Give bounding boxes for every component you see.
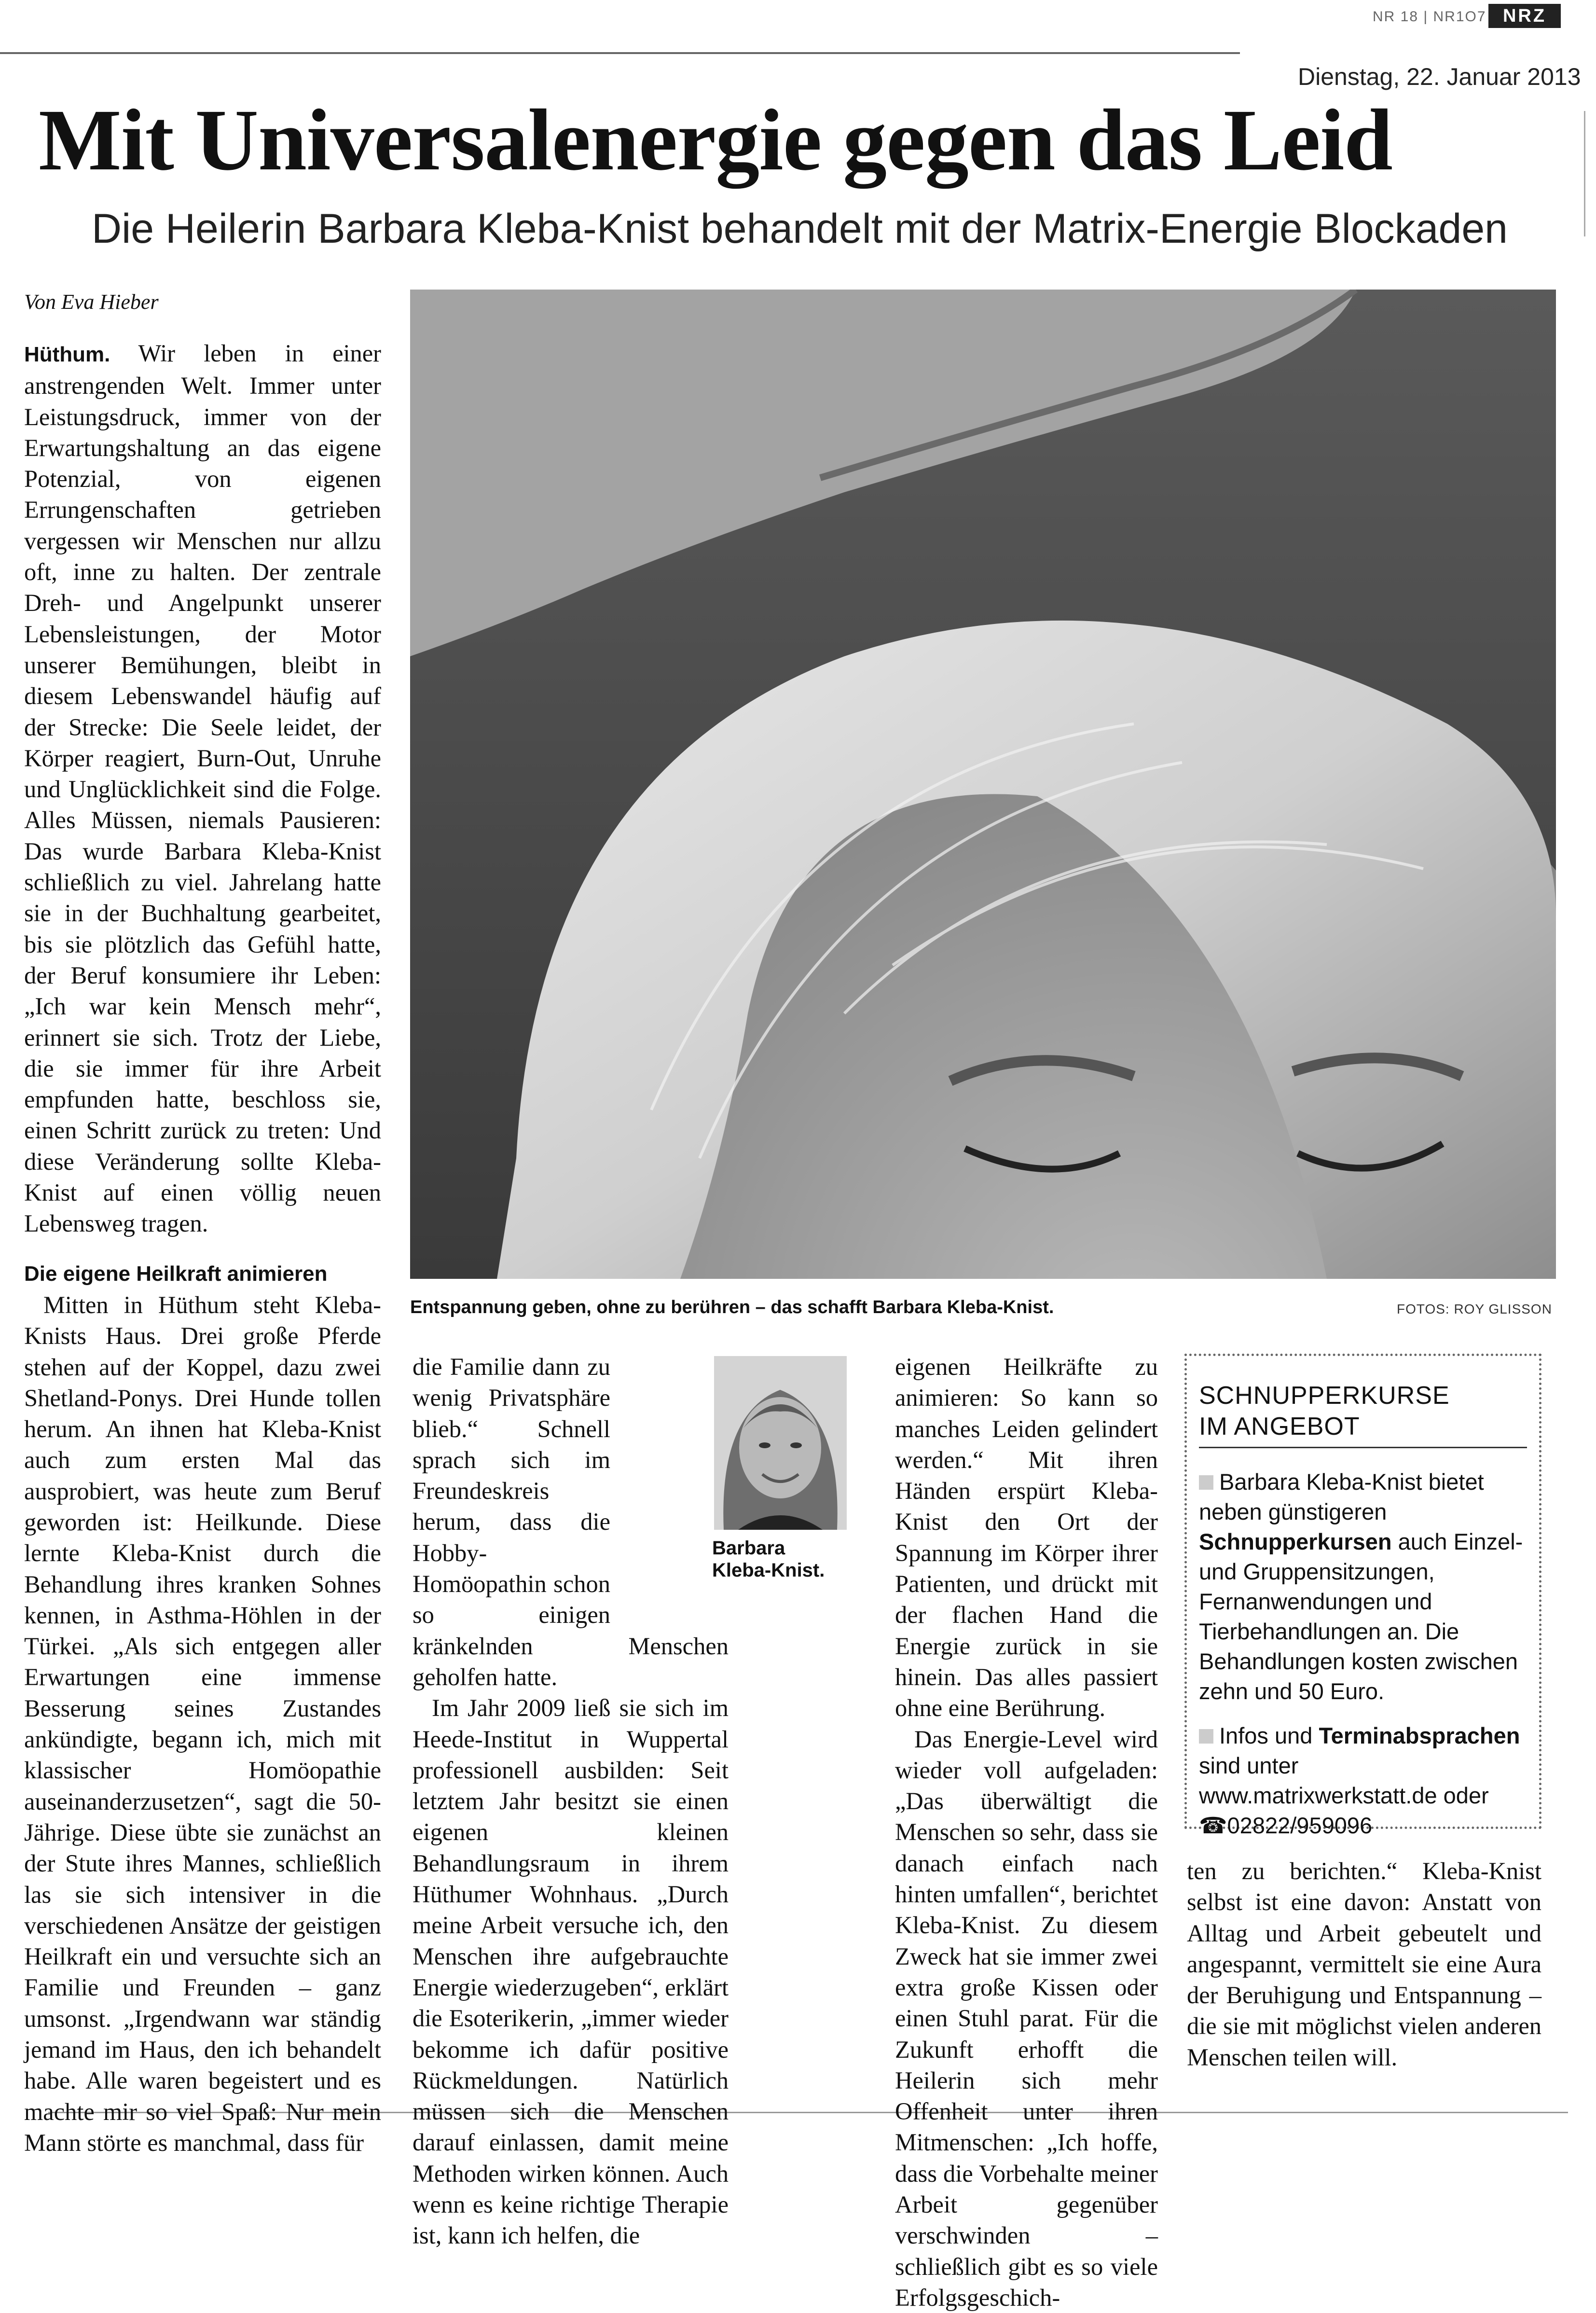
column-4 <box>1187 1856 1541 2073</box>
issue-date: Dienstag, 22. Januar 2013 <box>1298 63 1581 90</box>
info-text: Infos und <box>1219 1723 1319 1748</box>
paragraph <box>24 338 381 1239</box>
bullet-square-icon <box>1199 1729 1213 1744</box>
info-text-bold: Schnupperkursen <box>1199 1529 1392 1554</box>
subheading: Die eigene Heilkraft animieren <box>24 1261 328 1286</box>
info-box-text <box>1199 1467 1532 1855</box>
info-box-rule <box>1199 1447 1527 1448</box>
paragraph-text: Im Jahr 2009 ließ sie sich im Heede-Institut in Wuppertal professionell ausbilden: Seit letztem Jahr besitzt sie einen eigenen kleinen Behandlungsraum in ihrem Hüthumer Wohnhaus. „Durch meine Arbeit versuche ich, den Menschen ihre aufgebrauchte Energie wiederzugeben“, erklärt die Esoterikerin, „immer wieder bekomme ich dafür positive Rückmeldungen. Natürlich müssen sich die Menschen darauf einlassen, damit meine Methoden wirken können. Auch wenn es keine richtige Therapie ist, kann ich helfen, die <box>413 1694 729 2249</box>
info-text-bold: Terminabsprachen <box>1319 1723 1520 1748</box>
dateline: Hüthum. <box>24 343 110 366</box>
column-1 <box>24 338 381 2158</box>
paragraph-text: Mitten in Hüthum steht Kleba-Knists Haus. Drei große Pferde stehen auf der Koppel, dazu zwei Shetland-Ponys. Drei Hunde tollen herum. An ihnen hat Kleba-Knist auch zum ersten Mal das ausprobiert, was heute zum Beruf geworden ist: Heilkunde. Diese lernte Kleba-Knist durch die Behandlung ihres kranken Sohnes kennen, in Asthma-Höhlen in der Türkei. „Als sich entgegen aller Erwartungen eine immense Besserung seines Zustandes ankündigte, begann ich, mich mit klassischer Homöopathie auseinanderzusetzen“, sagt die 50-Jährige. Diese übte sie zunächst an der Stute ihres Mannes, schließlich las sie sich intensiver in die verschiedenen Ansätze der geistigen Heilkraft ein und versuchte sich an Familie und Freunden – ganz umsonst. „Irgendwann war ständig jemand im Haus, den ich behandelt habe. Alle waren begeistert und es machte mir so viel Spaß: Nur mein Mann störte es manchmal, dass für <box>24 1291 381 2156</box>
edge-rule <box>1584 111 1585 236</box>
info-box-paragraph <box>1199 1467 1532 1706</box>
paragraph-text: Wir leben in einer anstrengenden Welt. Immer unter Leistungsdruck, immer von der Erwartungshaltung an das eigene Potenzial, von eigenen Errungenschaften getrieben vergessen wir Menschen nur allzu oft, inne zu halten. Der zentrale Dreh- und Angelpunkt unserer Lebensleistungen, der Motor unserer Bemühungen, bleibt in diesem Lebenswandel häufig auf der Strecke: Die Seele leidet, der Körper reagiert, Burn-Out, Unruhe und Unglücklichkeit sind die Folge. Alles Müssen, niemals Pausieren: Das wurde Barbara Kleba-Knist schließlich zu viel. Jahrelang hatte sie in der Buchhaltung gearbeitet, bis sie plötzlich das Gefühl hatte, der Beruf konsumiere ihr Leben: „Ich war kein Mensch mehr“, erinnert sie sich. Trotz der Liebe, die sie immer für ihre Arbeit empfunden hatte, beschloss sie, einen Schritt zurück zu treten: Und diese Veränderung sollte Kleba-Knist auf einen völlig neuen Lebensweg tragen. <box>24 340 381 1237</box>
portrait-caption-line: Barbara <box>712 1537 785 1559</box>
paragraph-text: ten zu berichten.“ Kleba-Knist selbst ist eine davon: Anstatt von Alltag und Arbeit gebeutelt und angespannt, vermittelt sie eine Aura der Beruhigung und Entspannung – die sie mit möglichst vielen anderen Menschen teilen will. <box>1187 1857 1541 2071</box>
info-box-title <box>1199 1380 1527 1442</box>
paragraph-text: die Familie dann zu wenig Privatsphäre blieb.“ Schnell sprach sich im Freundeskreis herum, dass die Hobby-Homöopathin schon so einigen kränkelnden Menschen geholfen hatte. <box>413 1353 729 1690</box>
page-number: NR 18 | NR1O7 <box>1373 9 1486 25</box>
info-text: sind unter www.matrixwerkstatt.de oder <box>1199 1753 1489 1808</box>
subheadline: Die Heilerin Barbara Kleba-Knist behandelt mit der Matrix-Energie Blockaden <box>92 206 1508 252</box>
byline: Von Eva Hieber <box>24 290 159 314</box>
portrait-illustration <box>714 1356 847 1530</box>
headline: Mit Universalenergie gegen das Leid <box>39 92 1392 189</box>
info-box-paragraph <box>1199 1721 1532 1841</box>
column-2 <box>413 1351 729 2251</box>
main-photo <box>410 290 1556 1279</box>
photo-credit: FOTOS: ROY GLISSON <box>1397 1302 1552 1316</box>
portrait-caption-line: Kleba-Knist. <box>712 1560 825 1581</box>
phone-number: 02822/959096 <box>1227 1813 1373 1838</box>
info-text: Barbara Kleba-Knist bietet neben günstigeren <box>1199 1469 1484 1524</box>
newspaper-logo: NRZ <box>1488 4 1561 28</box>
paragraph-text: eigenen Heilkräfte zu animieren: So kann so manches Leiden gelindert werden.“ Mit ihren Händen erspürt Kleba-Knist den Ort der Spannung im Körper ihrer Patienten, und drückt mit der flachen Hand die Energie zurück in sie hinein. Das alles passiert ohne eine Berührung. <box>895 1353 1158 1722</box>
info-text: auch Einzel- und Gruppensitzungen, Fernanwendungen und Tierbehandlungen an. Die Behandlungen kosten zwischen zehn und 50 Euro. <box>1199 1529 1523 1704</box>
woman-face-illustration <box>410 290 1556 1279</box>
top-rule <box>0 52 1240 54</box>
info-box-title-line: SCHNUPPERKURSE <box>1199 1382 1450 1410</box>
portrait-caption <box>712 1537 825 1581</box>
phone-icon: ☎ <box>1199 1813 1227 1838</box>
bullet-square-icon <box>1199 1475 1213 1490</box>
photo-caption: Entspannung geben, ohne zu berühren – das schafft Barbara Kleba-Knist. <box>410 1297 1054 1317</box>
info-box-title-line: IM ANGEBOT <box>1199 1413 1360 1440</box>
paragraph-text: Das Energie-Level wird wieder voll aufgeladen: „Das überwältigt die Menschen so sehr, dass sie danach einfach nach hinten umfallen“, berichtet Kleba-Knist. Zu diesem Zweck hat sie immer zwei extra große Kissen oder einen Stuhl parat. Für die Zukunft erhofft die Heilerin sich mehr Offenheit unter ihren Mitmenschen: „Ich hoffe, dass die Vorbehalte meiner Arbeit gegenüber verschwinden – schließlich gibt es so viele Erfolgsgeschich- <box>895 1725 1158 2311</box>
portrait-spacer <box>610 1351 729 1607</box>
column-3 <box>895 1351 1158 2313</box>
portrait-photo <box>714 1356 847 1530</box>
